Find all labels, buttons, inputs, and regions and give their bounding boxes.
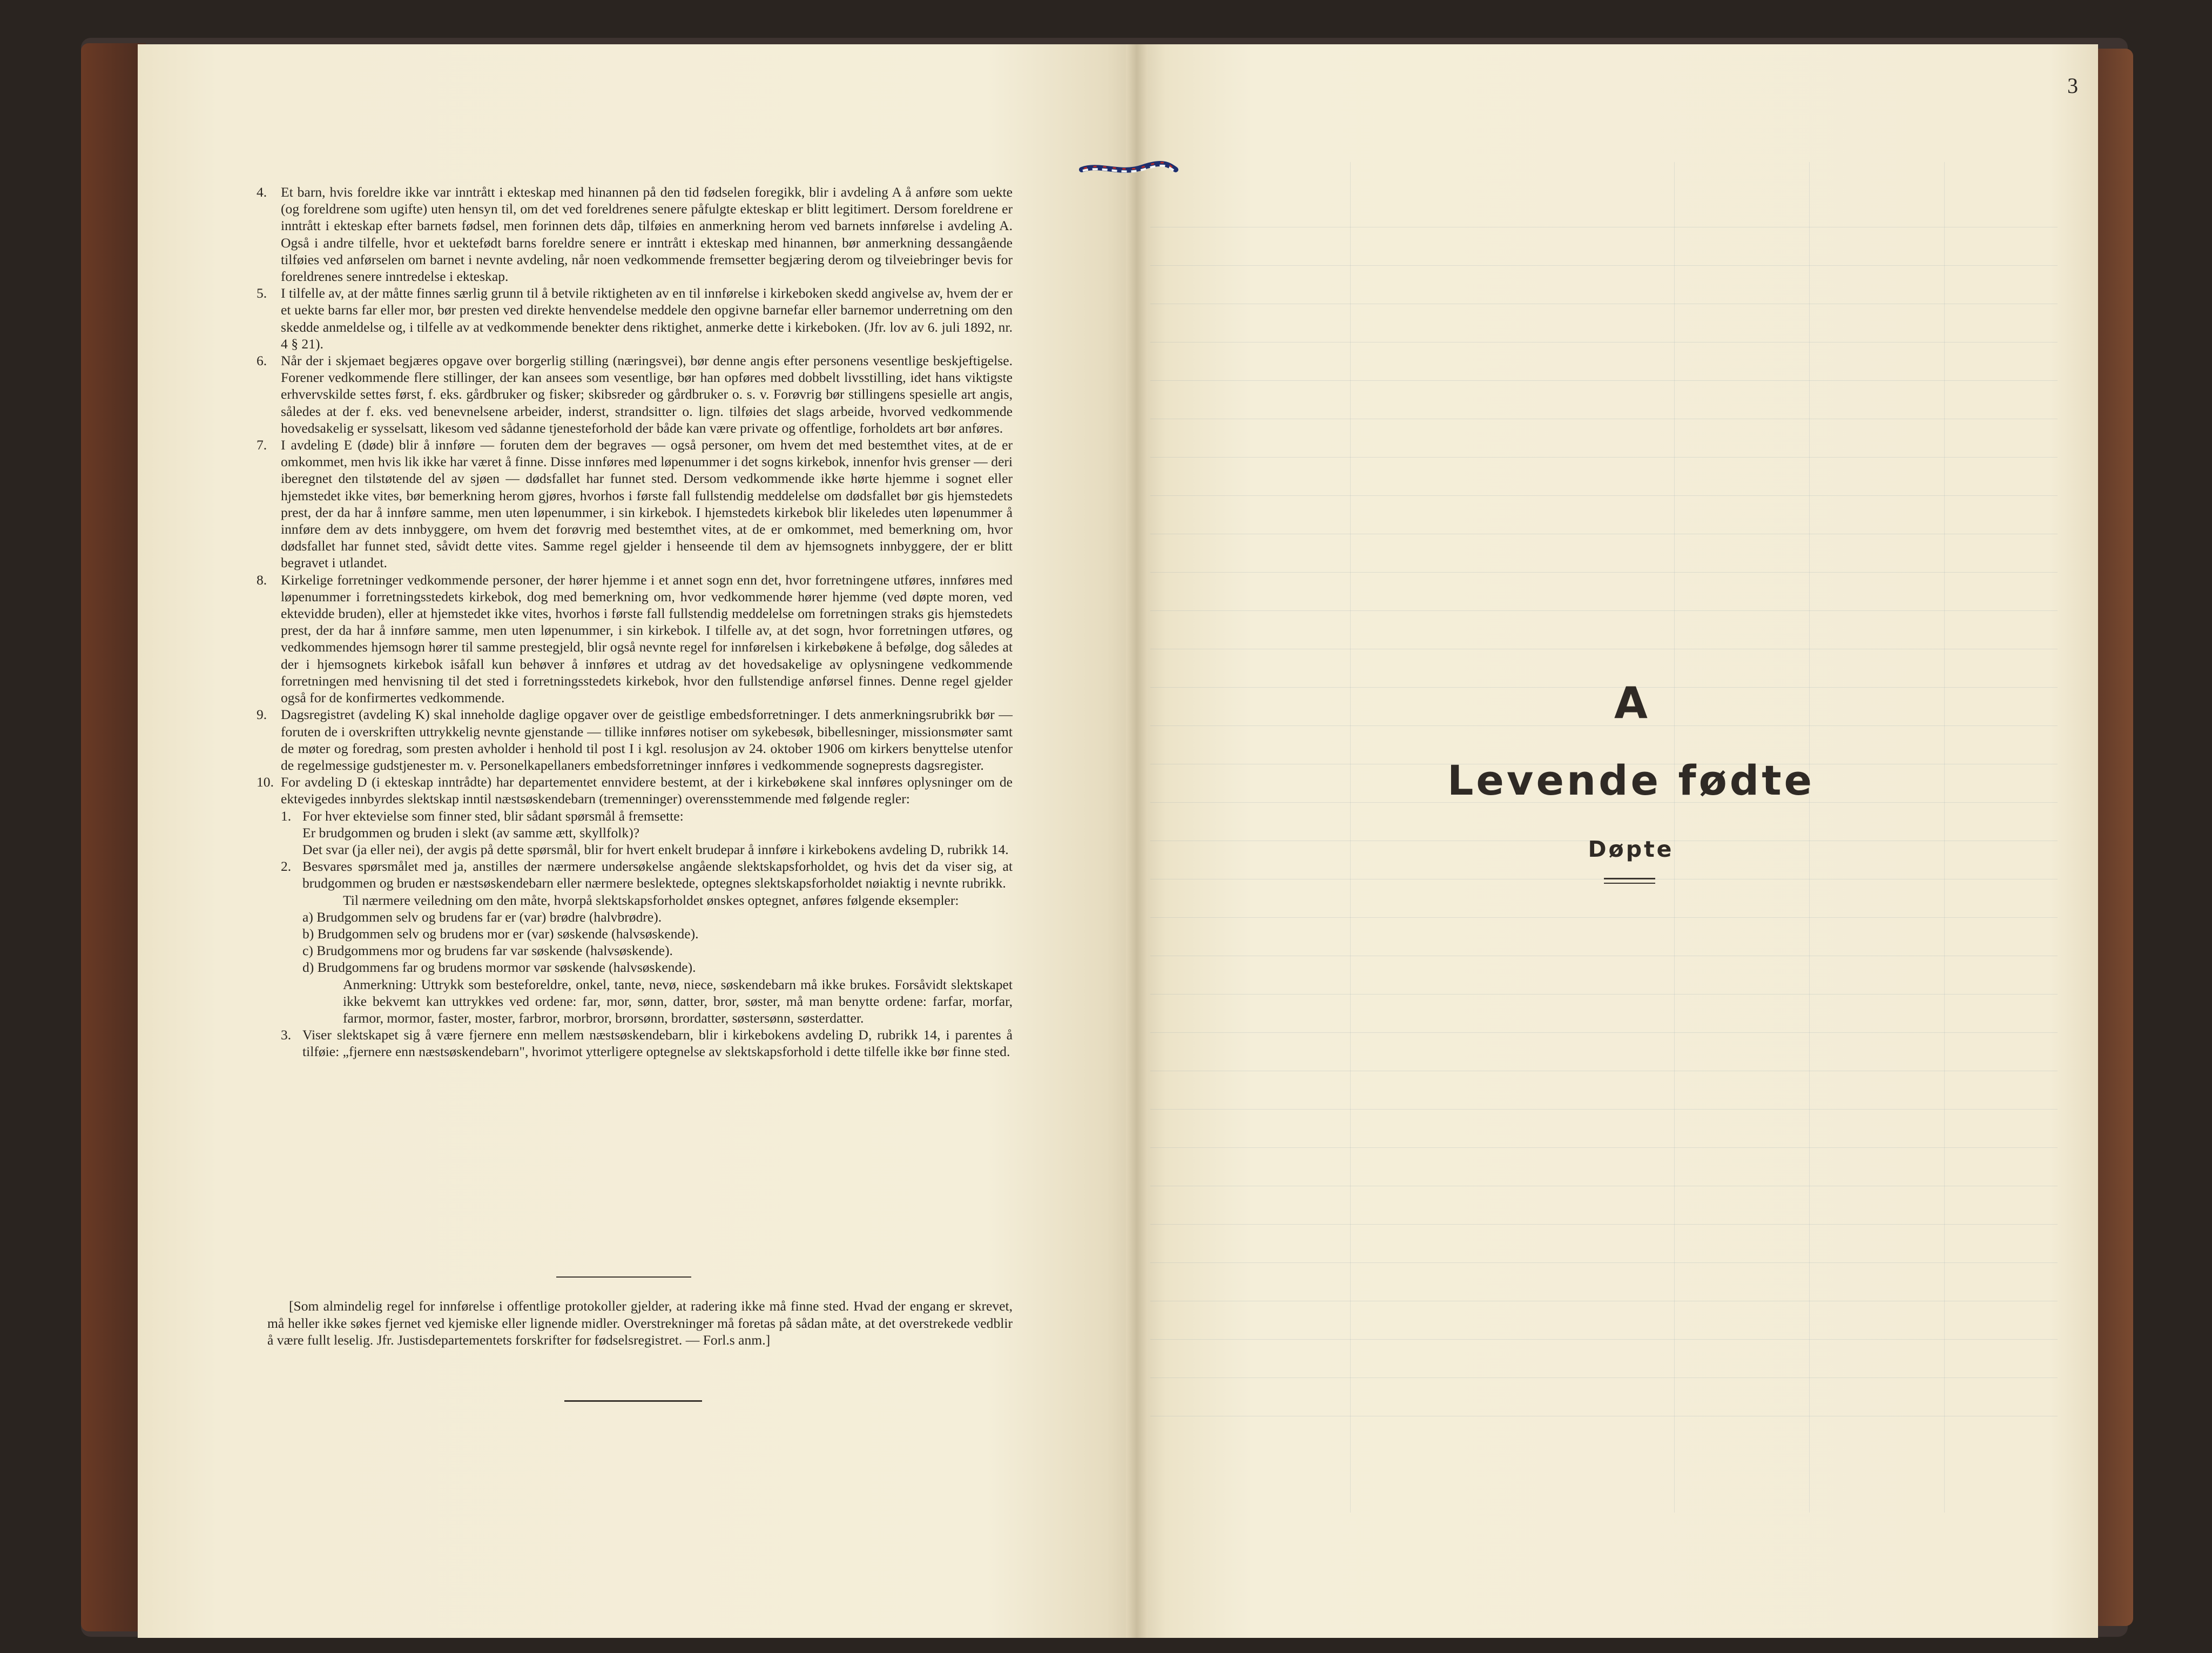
binding-thread-icon: [1077, 160, 1180, 179]
example-line: d) Brudgommens far og brudens mormor var søskende (halvsøskende).: [302, 959, 696, 976]
instruction-item: 4. Et barn, hvis foreldre ikke var inntrått i ekteskap med hinannen på den tid fødselen foregikk, blir i avdeling A å anføre som uekte (og foreldrene som ugifte) uten hensyn til, om det ved foreldrenes senere påfulgte ekteskap er blitt legitimert. Dersom foreldrene er inntrått i ekteskap efter barnets fødsel, men forinnen dets dåp, tilføies en anmerkning herom ved barnets innførelse i avdeling A. Også i andre tilfelle, hvor et uektefødt barns foreldre senere er inntrått i ekteskap med hinannen, bør anmerkning dessangående tilføies ved anførselen om barnet i nevnte avdeling, når noen vedkommende fremsetter begjæring derom og tilveiebringer bevis for foreldrenes senere inntredelse i ekteskap.: [257, 184, 1013, 285]
ghost-column-line: [1944, 162, 1945, 1513]
page-number: 3: [2067, 73, 2078, 98]
divider-rule: [1604, 883, 1655, 884]
divider-rule: [564, 1400, 702, 1402]
example-line: b) Brudgommen selv og brudens mor er (var) søskende (halvsøskende).: [302, 925, 699, 942]
cover-edge-left: [81, 43, 146, 1631]
ghost-column-line: [1350, 162, 1351, 1513]
footnote: [Som almindelig regel for innførelse i offentlige protokoller gjelder, at radering ikke må finne sted. Hvad der engang er skrevet, må heller ikke søkes fjernet ved kjemiske eller lignende midler. Overstrekninger må foretas på sådan måte, at det overstrekede vedblir å være fullt leselig. Jfr. Justisdepartementets forskrifter for fødselsregistret. — Forl.s anm.]: [267, 1298, 1013, 1348]
example-line: a) Brudgommen selv og brudens far er (var) brødre (halvbrødre).: [302, 909, 662, 925]
rule-item: 1. For hver ektevielse som finner sted, blir sådant spørsmål å fremsette: Er brudgommen og bruden i slekt (av samme ætt, skyllfolk)? Det svar (ja eller nei), der avgis på dette spørsmål, blir for hvert enkelt brudepar å innføre i kirkebokens avdeling D, rubrikk 14.: [281, 808, 1009, 857]
instruction-item: 10. For avdeling D (i ekteskap inntrådte) har departementet ennvidere bestemt, at der i kirkebøkene skal innføres oplysninger om de ektevigedes innbyrdes slektskap inntil næstsøskendebarn (tremenninger) overensstemmende med følgende regler: 1. For hver ektevielse som finner sted, blir sådant spørsmål å fremsette: Er brudgommen og bruden i slekt (av samme ætt, skyllfolk)? Det svar (ja eller nei), der avgis på dette spørsmål, blir for hvert enkelt brudepar å innføre i kirkebokens avdeling D, rubrikk 14. 2. Besvares spørsmålet med ja, anstilles der nærmere undersøkelse angående slektskapsforholdet, og hvis det da viser sig, at brudgommen og bruden er næstsøskendebarn eller nærmere beslektede, optegnes slektskapsforholdet nøiaktig i nevnte rubrikk. Til nærmere veiledning om den måte, hvorpå slektskapsforholdet ønskes optegnet, anføres følgende eksempler: a) Brudgommen selv og brudens far er (var) brødre (halvbrødre). b) Brudgommen selv og brudens mor er (var) søskende (halvsøskende). c) Brudgommens mor og brudens far var søskende (halvsøskende). d) Brudgommens far og brudens mormor var søskende (halvsøskende). Anmerkning: Uttrykk som besteforeldre, onkel, tante, nevø, niece, søskendebarn må ikke brukes. Forsåvidt slektskapet ikke bekvemt kan uttrykkes ved ordene: far, mor, sønn, datter, bror, søster, må man benytte ordene: farfar, morfar, farmor, mormor, faster, moster, farbror, morbror, brorsønn, brordatter, søstersønn, søsterdatter. 3. Viser slektskapet sig å være fjernere enn mellem næstsøskendebarn, blir i kirkebokens avdeling D, rubrikk 14, i parentes å tilføie: „fjernere enn næstsøskendebarn", hvorimot ytterligere optegnelse av slektskapsforhold i dette tilfelle ikke bør finne sted.: [257, 774, 1013, 1060]
divider-rule: [556, 1276, 691, 1278]
instruction-item: 6. Når der i skjemaet begjæres opgave over borgerlig stilling (næringsvei), bør denne angis efter personens vesentlige beskjeftigelse. Forener vedkommende flere stillinger, der kan ansees som vesentlige, bør han opføres med dobbelt livsstilling, idet hans viktigste erhvervskilde settes først, f. eks. gårdbruker og fisker; skibsreder og gårdbruker o. s. v. Forøvrig bør stillingens spesielle art angis, således at der f. eks. ved benevnelsene arbeider, inderst, strandsitter o. lign. tilføies det slags arbeide, hvorved vedkommende hovedsakelig er sysselsatt, likesom ved sådanne tjenesteforhold der både kan være private og offentlige, forholdets art bør anføres.: [257, 353, 1013, 436]
rule-item: 3. Viser slektskapet sig å være fjernere enn mellem næstsøskendebarn, blir i kirkebokens avdeling D, rubrikk 14, i parentes å tilføie: „fjernere enn næstsøskendebarn", hvorimot ytterligere optegnelse av slektskapsforhold i dette tilfelle ikke bør finne sted.: [281, 1027, 1013, 1060]
example-line: c) Brudgommens mor og brudens far var søskende (halvsøskende).: [302, 943, 673, 959]
instruction-item: 8. Kirkelige forretninger vedkommende personer, der hører hjemme i et annet sogn enn det, hvor forretningene utføres, innføres med løpenummer i forretningsstedets kirkebok, dog med bemerkning om, hvor vedkommende hører hjemme (ved døpte moren, ved ektevidde bruden), eller at hjemstedet ikke vites, hvorhos i første fall fullstendig meddelelse om forretningen straks gis hjemstedets prest, der da har å innføre samme, men uten løpenummer, i sin kirkebok. I tilfelle av, at det sogn, hvor forretningen utføres, og vedkommendes hjemsogn hører til samme prestegjeld, blir også nevnte regel for innførelsen i kirkebøkene å befølge, dog således at der i hjemsognets kirkebok isåfall kun behøver å innføres et utdrag av det hovedsakelige av oplysningene vedkommende forretningen med henvisning til det sted i forretningsstedets kirkebok, hvor den fullstendige anførsel finnes. Denne regel gjelder også for de konfirmertes vedkommende.: [257, 572, 1013, 706]
section-subtitle: Døpte: [1588, 836, 1674, 862]
instructions-text: [257, 184, 1013, 1060]
section-letter: A: [1614, 678, 1648, 728]
anmerkning: Anmerkning: Uttrykk som besteforeldre, onkel, tante, nevø, niece, søskendebarn må ikke brukes. Forsåvidt slektskapet ikke bekvemt kan uttrykkes ved ordene: far, mor, sønn, datter, bror, søster, må man benytte ordene: farfar, morfar, farmor, mormor, faster, moster, farbror, morbror, brorsønn, brordatter, søstersønn, søsterdatter.: [343, 976, 1013, 1026]
instruction-item: 9. Dagsregistret (avdeling K) skal inneholde daglige opgaver over de geistlige embedsforretninger. I dets anmerkningsrubrikk bør — foruten de i overskriften uttrykkelig nevnte gjenstande — tillike innføres notiser om sykebesøk, bibellesninger, missionsmøter samt de møter og foredrag, som presten avholder i henhold til post I i kgl. resolusjon av 24. oktober 1906 om kirkers benyttelse utenfor de regelmessige gudstjenester m. v. Personelkapellaners embedsforretninger innføres i vedkommende sogneprests dagsregister.: [257, 707, 1013, 773]
rule-item: 2. Besvares spørsmålet med ja, anstilles der nærmere undersøkelse angående slektskapsforholdet, og hvis det da viser sig, at brudgommen og bruden er næstsøskendebarn eller nærmere beslektede, optegnes slektskapsforholdet nøiaktig i nevnte rubrikk. Til nærmere veiledning om den måte, hvorpå slektskapsforholdet ønskes optegnet, anføres følgende eksempler: a) Brudgommen selv og brudens far er (var) brødre (halvbrødre). b) Brudgommen selv og brudens mor er (var) søskende (halvsøskende). c) Brudgommens mor og brudens far var søskende (halvsøskende). d) Brudgommens far og brudens mormor var søskende (halvsøskende). Anmerkning: Uttrykk som besteforeldre, onkel, tante, nevø, niece, søskendebarn må ikke brukes. Forsåvidt slektskapet ikke bekvemt kan uttrykkes ved ordene: far, mor, sønn, datter, bror, søster, må man benytte ordene: farfar, morfar, farmor, mormor, faster, moster, farbror, morbror, brorsønn, brordatter, søstersønn, søsterdatter.: [281, 858, 1013, 1026]
instruction-item: 5. I tilfelle av, at der måtte finnes særlig grunn til å betvile riktigheten av en til innførelse i kirkeboken skedd angivelse av, hvem der er et uekte barns far eller mor, bør presten ved direkte henvendelse meddele den opgivne barnefar eller barnemor underretning om den skedde anmeldelse og, i tilfelle av at vedkommende benekter dens riktighet, anmerke dette i kirkeboken. (Jfr. lov av 6. juli 1892, nr. 4 § 21).: [257, 285, 1013, 352]
instruction-item: 7. I avdeling E (døde) blir å innføre — foruten dem der begraves — også personer, om hvem det med bestemthet vites, at de er omkommet, men hvis lik ikke har været å finne. Disse innføres med løpenummer i det sogns kirkebok, innenfor hvis grenser — deri iberegnet den tilstøtende del av sjøen — dødsfallet har funnet sted. Dersom vedkommende ikke hørte hjemme i sognet eller hjemstedet ikke vites, bør bemerkning herom gjøres, hvorhos i første fall fullstendig meddelelse om dødsfallet bør gis hjemstedets prest, der da har å innføre samme, men uten løpenummer, i sin kirkebok. I hjemstedets kirkebok blir likeledes uten løpenummer å innføre dem av dets innbyggere, om hvem det forøvrig med bestemthet vites, at de er omkommet, med bemerkning om, hvor dødsfallet har funnet sted, såvidt dette vites. Samme regel gjelder i henseende til dem av hjemsognets innbyggere, der er blitt begravet i utlandet.: [257, 437, 1013, 571]
book-gutter: [1126, 44, 1148, 1638]
divider-rule: [1604, 878, 1655, 879]
section-title: Levende fødte: [1447, 756, 1815, 804]
